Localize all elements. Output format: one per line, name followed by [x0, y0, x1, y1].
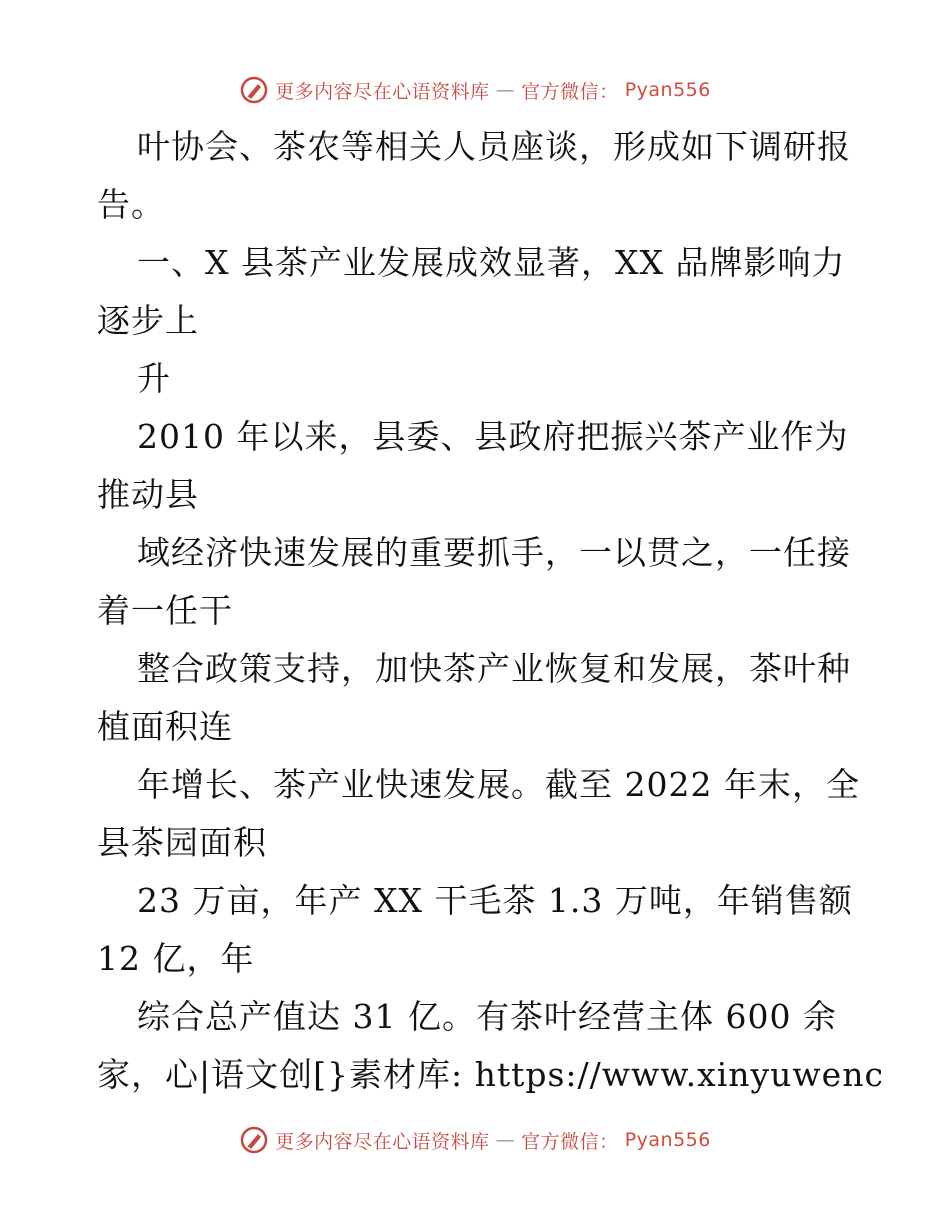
- watermark-separator: —: [495, 1129, 516, 1151]
- watermark-text: 更多内容尽在心语资料库: [275, 1130, 490, 1153]
- watermark-handle: Pyan556: [624, 1129, 711, 1151]
- watermark-contact: 官方微信：: [521, 1130, 619, 1153]
- body-line: 23 万亩，年产 XX 干毛茶 1.3 万吨，年销售额: [137, 881, 853, 920]
- section-heading-cont: 逐步上: [97, 301, 199, 340]
- body-line: 2010 年以来，县委、县政府把振兴茶产业作为: [137, 417, 849, 456]
- footer-watermark: [0, 1120, 950, 1160]
- watermark-contact: 官方微信：: [521, 80, 619, 103]
- body-line: 告。: [97, 185, 165, 224]
- body-line: 着一任干: [97, 591, 233, 630]
- body-line: 叶协会、茶农等相关人员座谈，形成如下调研报: [137, 127, 851, 166]
- watermark-text: 更多内容尽在心语资料库: [275, 80, 490, 103]
- body-line: 推动县: [97, 475, 199, 514]
- pen-logo-icon: [239, 75, 269, 105]
- body-line: 家，心|语文创[}素材库: https://www.xinyuwenc: [97, 1055, 884, 1094]
- header-watermark: [0, 70, 950, 110]
- watermark-handle: Pyan556: [624, 79, 711, 101]
- pen-logo-icon: [239, 1125, 269, 1155]
- section-heading-cont: 升: [137, 359, 171, 398]
- body-line: 县茶园面积: [97, 823, 267, 862]
- body-line: 植面积连: [97, 707, 233, 746]
- body-line: 综合总产值达 31 亿。有茶叶经营主体 600 余: [137, 997, 837, 1036]
- body-line: 12 亿，年: [97, 939, 255, 978]
- watermark-separator: —: [495, 79, 516, 101]
- body-line: 整合政策支持，加快茶产业恢复和发展，茶叶种: [137, 649, 851, 688]
- body-line: 域经济快速发展的重要抓手，一以贯之，一任接: [137, 533, 851, 572]
- section-heading: 一、X 县茶产业发展成效显著，XX 品牌影响力: [137, 243, 846, 282]
- body-line: 年增长、茶产业快速发展。截至 2022 年末，全: [137, 765, 860, 804]
